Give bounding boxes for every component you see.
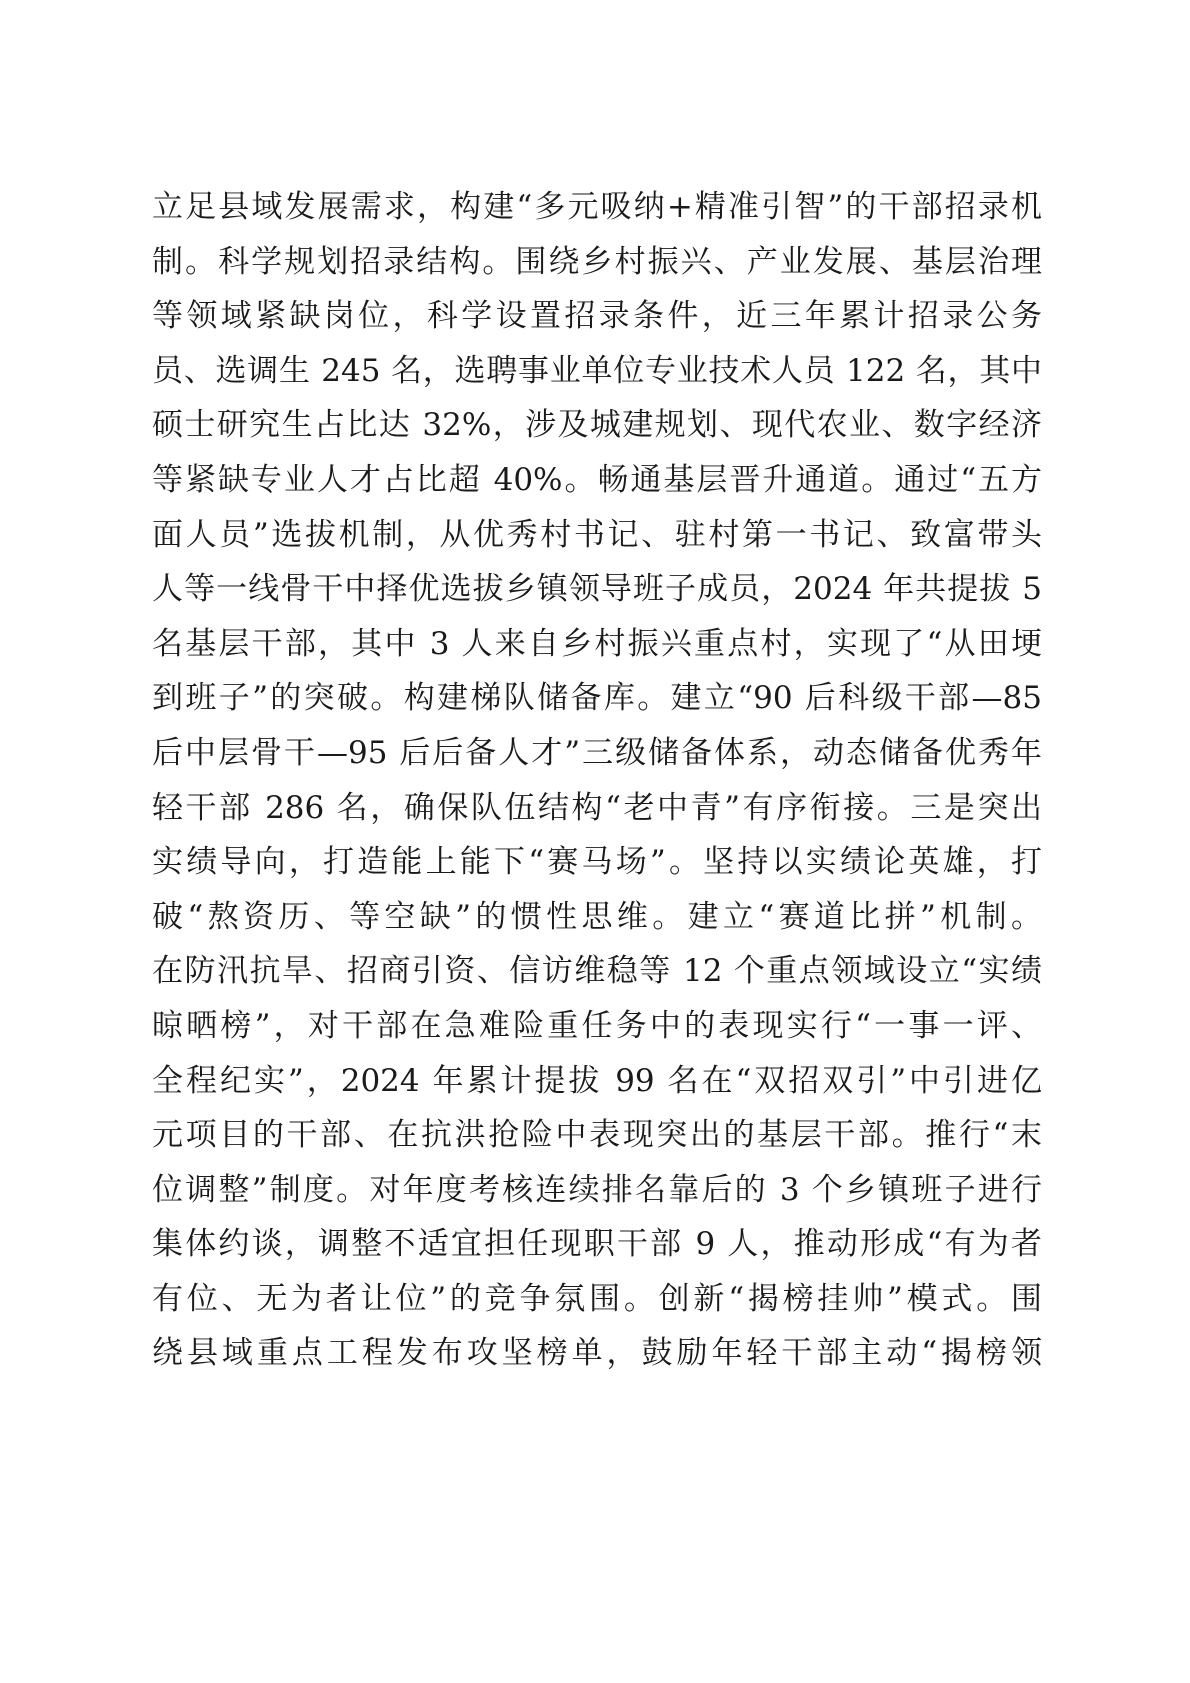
text-line: 位调整”制度。对年度考核连续排名靠后的 3 个乡镇班子进行	[152, 1171, 1042, 1208]
text-line: 面人员”选拔机制，从优秀村书记、驻村第一书记、致富带头	[152, 516, 1042, 553]
text-line: 等紧缺专业人才占比超 40%。畅通基层晋升通道。通过“五方	[152, 461, 1042, 498]
text-line: 到班子”的突破。构建梯队储备库。建立“90 后科级干部—85	[152, 680, 1042, 717]
text-line: 集体约谈，调整不适宜担任现职干部 9 人，推动形成“有为者	[152, 1226, 1042, 1263]
text-line: 后中层骨干—95 后后备人才”三级储备体系，动态储备优秀年	[152, 734, 1042, 771]
text-line: 绕县域重点工程发布攻坚榜单，鼓励年轻干部主动“揭榜领	[152, 1335, 1042, 1372]
text-line: 轻干部 286 名，确保队伍结构“老中青”有序衔接。三是突出	[152, 789, 1042, 826]
text-line: 有位、无为者让位”的竞争氛围。创新“揭榜挂帅”模式。围	[152, 1280, 1042, 1317]
text-line: 员、选调生 245 名，选聘事业单位专业技术人员 122 名，其中	[152, 352, 1042, 389]
text-line: 晾晒榜”，对干部在急难险重任务中的表现实行“一事一评、	[152, 1007, 1042, 1044]
text-line: 等领域紧缺岗位，科学设置招录条件，近三年累计招录公务	[152, 298, 1042, 335]
text-line: 元项目的干部、在抗洪抢险中表现突出的基层干部。推行“末	[152, 1117, 1042, 1154]
text-line: 全程纪实”，2024 年累计提拔 99 名在“双招双引”中引进亿	[152, 1062, 1042, 1099]
text-line: 破“熬资历、等空缺”的惯性思维。建立“赛道比拼”机制。	[152, 898, 1042, 935]
text-line: 人等一线骨干中择优选拔乡镇领导班子成员，2024 年共提拔 5	[152, 571, 1042, 608]
text-line: 硕士研究生占比达 32%，涉及城建规划、现代农业、数字经济	[152, 407, 1042, 444]
text-line: 名基层干部，其中 3 人来自乡村振兴重点村，实现了“从田埂	[152, 625, 1042, 662]
text-line: 制。科学规划招录结构。围绕乡村振兴、产业发展、基层治理	[152, 243, 1042, 280]
text-line: 立足县域发展需求，构建“多元吸纳+精准引智”的干部招录机	[152, 189, 1042, 225]
text-line: 在防汛抗旱、招商引资、信访维稳等 12 个重点领域设立“实绩	[152, 953, 1042, 990]
body-text	[152, 180, 1042, 1381]
text-line: 实绩导向，打造能上能下“赛马场”。坚持以实绩论英雄，打	[152, 844, 1042, 881]
